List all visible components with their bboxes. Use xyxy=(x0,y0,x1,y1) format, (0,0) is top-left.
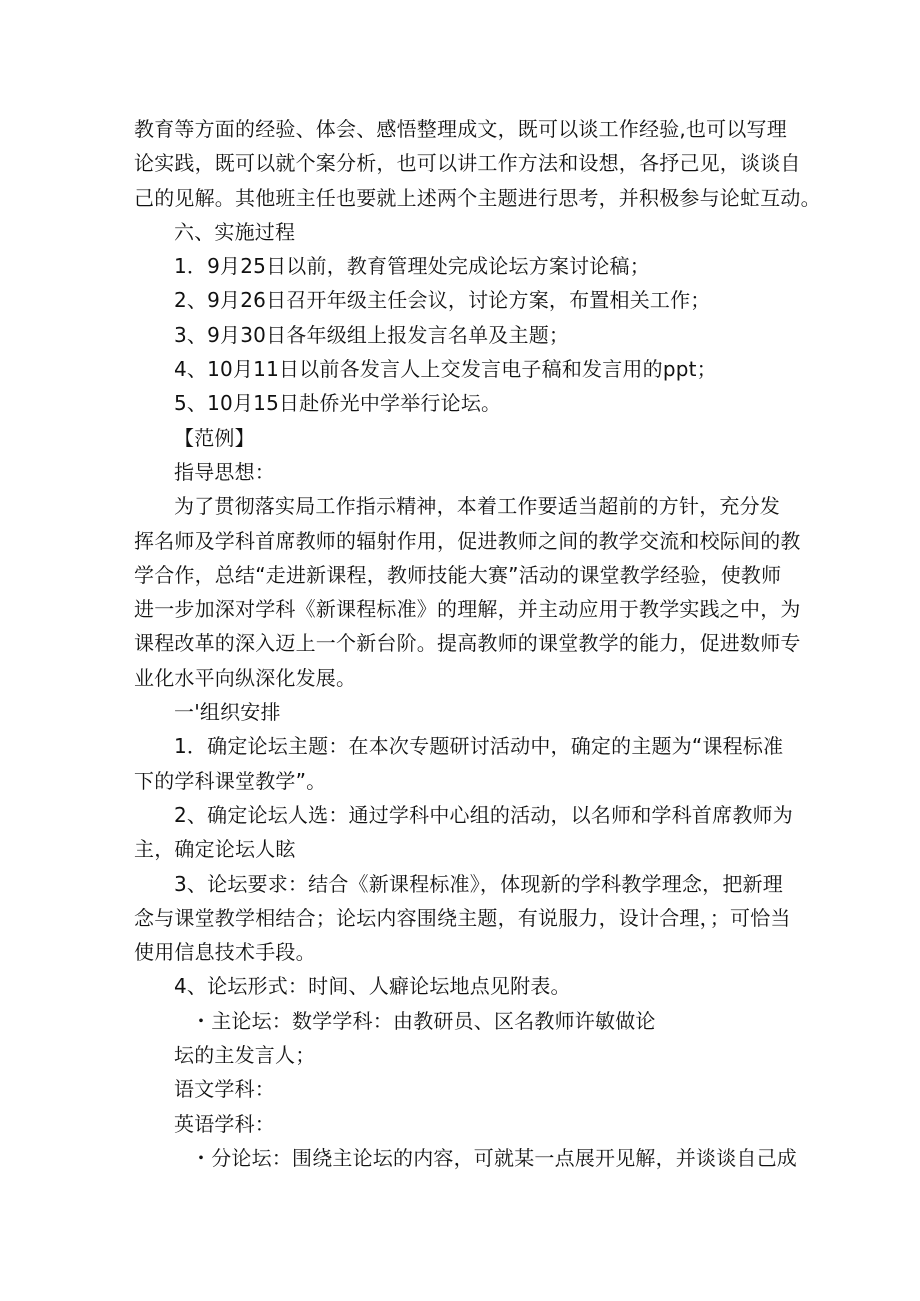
paragraph-line: 念与课堂教学相结合；论坛内容围绕主题，有说服力，设计合理，；可恰当 xyxy=(134,905,791,930)
paragraph-line: 下的学科课堂教学”。 xyxy=(134,768,327,793)
bullet-item: ・分论坛：围绕主论坛的内容，可就某一点展开见解，并谈谈自己成 xyxy=(191,1145,797,1170)
list-item: 2、9月26日召开年级主任会议，讨论方案，布置相关工作； xyxy=(174,288,711,313)
list-item: 5、10月15日赴侨光中学举行论坛。 xyxy=(174,391,502,416)
list-item: 4、10月11日以前各发言人上交发言电子稿和发言用的ppt； xyxy=(174,357,717,382)
paragraph-line: 英语学科： xyxy=(174,1111,275,1136)
paragraph-line: 课程改革的深入迈上一个新台阶。提高教师的课堂教学的能力，促进数师专 xyxy=(134,631,801,656)
paragraph-line: 挥名师及学科首席教师的辐射作用，促进教师之间的教学交流和校际间的教 xyxy=(134,528,801,553)
paragraph-line: 教育等方面的经验、体会、感悟整理成文，既可以谈工作经验,也可以写理 xyxy=(134,117,787,141)
document-body xyxy=(134,112,821,1175)
list-item: 3、论坛要求：结合《新课程标准》，体现新的学科教学理念，把新理 xyxy=(174,871,783,896)
list-item: 1．确定论坛主题：在本次专题研讨活动中，确定的主题为“课程标准 xyxy=(174,734,784,759)
section-heading: 六、实施过程 xyxy=(174,219,296,244)
list-item: 4、论坛形式：时间、人癖论坛地点见附表。 xyxy=(174,974,571,999)
paragraph-line: 使用信息技术手段。 xyxy=(134,940,316,965)
paragraph-line: 业化水平向纵深化发展。 xyxy=(134,665,357,690)
paragraph-line: 己的见解。其他班主任也要就上述两个主题进行思考，并积极参与论虻互动。 xyxy=(134,185,821,210)
paragraph-line: 进一步加深对学科《新课程标准》的理解，并主动应用于教学实践之中，为 xyxy=(134,597,801,622)
list-item: 3、9月30日各年级组上报发言名单及主题； xyxy=(174,322,570,347)
list-item: 2、确定论坛人选：通过学科中心组的活动，以名师和学科首席教师为 xyxy=(174,802,793,827)
section-heading: 一'组织安排 xyxy=(174,700,281,725)
list-item: 1．9月25日以前，教育管理处完成论坛方案讨论稿； xyxy=(174,254,650,279)
paragraph-line: 语文学科： xyxy=(174,1077,275,1102)
example-heading: 【范例】 xyxy=(174,425,255,450)
paragraph-line: 主，确定论坛人眩 xyxy=(134,837,296,862)
bullet-item: ・主论坛：数学学科：由教研员、区名教师许敏做论 xyxy=(191,1008,656,1033)
subheading: 指导思想： xyxy=(174,459,275,484)
paragraph-line: 坛的主发言人； xyxy=(174,1043,316,1068)
paragraph-line: 为了贯彻落实局工作指示精神，本着工作要适当超前的方针，充分发 xyxy=(174,494,780,519)
paragraph-line: 学合作，总结“走进新课程，教师技能大赛”活动的课堂教学经验，使教师 xyxy=(134,562,782,587)
paragraph-line: 论实践，既可以就个案分析，也可以讲工作方法和设想，各抒己见，谈谈自 xyxy=(134,151,801,176)
